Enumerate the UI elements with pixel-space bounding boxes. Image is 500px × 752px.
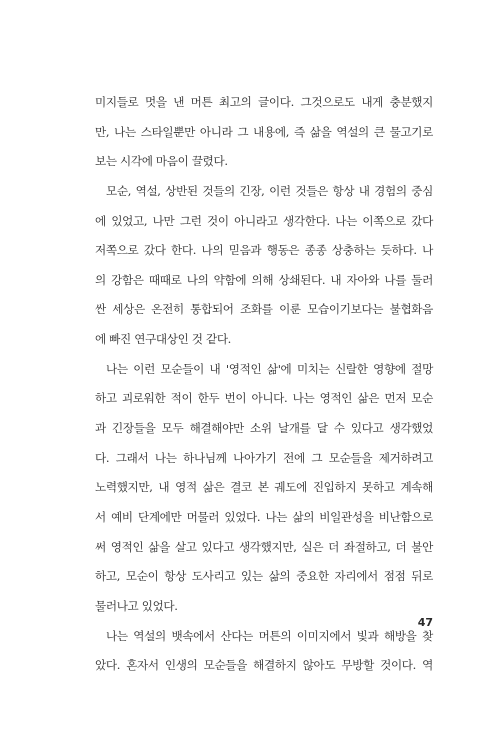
text-line: 보는 시각에 마음이 끌렸다. — [95, 154, 228, 169]
text-line: 만, 나는 스타일뿐만 아니라 그 내용에, 즉 삶을 역설의 큰 물고기로 — [95, 124, 433, 139]
text-line: 하고 괴로워한 적이 한두 번이 아니다. 나는 영적인 삶은 먼저 모순 — [95, 391, 433, 406]
text-line: 미지들로 멋을 낸 머튼 최고의 글이다. 그것으로도 내게 충분했지 — [95, 95, 433, 109]
text-line: 과 긴장들을 모두 해결해야만 소위 날개를 달 수 있다고 생각했었 — [95, 421, 433, 436]
text-line: 나는 역설의 뱃속에서 산다는 머튼의 이미지에서 빛과 해방을 찾 — [106, 628, 433, 643]
text-line: 의 강함은 때때로 나의 약함에 의해 상쇄된다. 내 자아와 나를 둘러 — [95, 272, 433, 287]
text-line: 하고, 모순이 항상 도사리고 있는 삶의 중요한 자리에서 점점 뒤로 — [95, 569, 433, 584]
text-line: 에 빠진 연구대상인 것 같다. — [95, 332, 232, 347]
text-line: 았다. 혼자서 인생의 모순들을 해결하지 않아도 무방할 것이다. 역 — [95, 658, 433, 673]
text-line: 물러나고 있었다. — [95, 598, 178, 613]
text-line: 나는 이런 모순들이 내 '영적인 삶'에 미치는 신랄한 영향에 절망 — [106, 361, 433, 376]
text-line: 에 있었고, 나만 그런 것이 아니라고 생각한다. 나는 이쪽으로 갔다 — [95, 213, 433, 228]
text-line: 모순, 역설, 상반된 것들의 긴장, 이런 것들은 항상 내 경험의 중심 — [106, 183, 433, 198]
page-number: 47 — [417, 616, 433, 629]
body-text — [95, 88, 433, 681]
text-line: 노력했지만, 내 영적 삶은 결코 본 궤도에 진입하지 못하고 계속해 — [95, 480, 433, 495]
text-line: 싼 세상은 온전히 통합되어 조화를 이룬 모습이기보다는 불협화음 — [95, 302, 433, 317]
text-line: 서 예비 단계에만 머물러 있었다. 나는 삶의 비일관성을 비난함으로 — [95, 509, 433, 524]
text-line: 저쪽으로 갔다 한다. 나의 믿음과 행동은 종종 상충하는 듯하다. 나 — [95, 243, 433, 258]
text-line: 써 영적인 삶을 살고 있다고 생각했지만, 실은 더 좌절하고, 더 불안 — [95, 539, 433, 554]
text-line: 다. 그래서 나는 하나님께 나아가기 전에 그 모순들을 제거하려고 — [95, 450, 433, 465]
